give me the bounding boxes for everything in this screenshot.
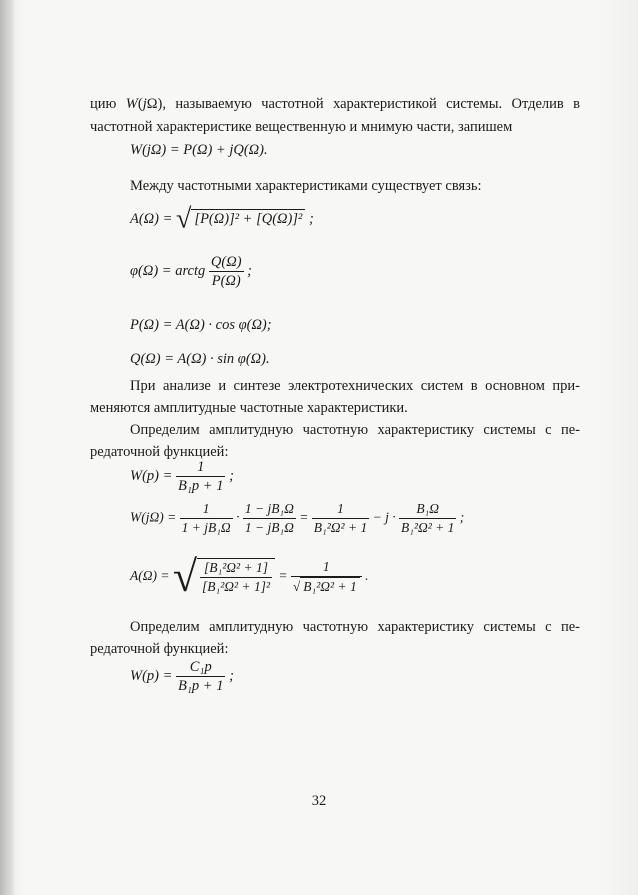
denominator: P(Ω)	[211, 273, 241, 289]
paragraph-1-line-1: цию W(jΩ), называемую частотной характеристикой системы. Отделив в	[90, 96, 580, 112]
numerator: Q(Ω)	[210, 254, 242, 270]
equation-W-jOmega-expanded: W(jΩ) = $\frac{1}{\text{1 + jB₁Ω}}$ · $\frac{\text{1 − jB₁Ω}}{\text{1 − jB₁Ω}}$ = $\frac{1}{\text{B₁²Ω² + 1}}$ − j · $\frac{\text{B₁Ω}}{\text{B₁²Ω² + 1}}$ ;	[130, 501, 465, 535]
page-number: 32	[311, 793, 327, 809]
equation-A-magnitude	[130, 203, 314, 235]
equation-end: ;	[247, 262, 252, 279]
denominator: [B₁²Ω² + 1]²	[202, 579, 270, 594]
fraction-3	[312, 500, 369, 537]
equation-W-p-2	[130, 658, 234, 695]
equation-W-p-1	[130, 458, 234, 495]
numerator: 1 − jB₁Ω	[243, 500, 296, 519]
equation-P: P(Ω) = A(Ω) · cos φ(Ω);	[130, 317, 272, 333]
sqrt-sign: √	[172, 552, 198, 601]
numerator: C₁p	[176, 658, 225, 677]
denominator: B₁p + 1	[178, 478, 224, 494]
numerator: 1	[291, 558, 362, 577]
radicand: B₁²Ω² + 1	[300, 577, 359, 596]
equation-W-jOmega: W(jΩ) = P(Ω) + jQ(Ω).	[130, 142, 268, 158]
equation-end: ;	[229, 667, 234, 684]
operator: − j ·	[372, 509, 396, 525]
equation-lhs: W(p) =	[130, 667, 173, 684]
numerator: [B₁²Ω² + 1]	[200, 559, 272, 578]
paragraph-3-line-2: меняются амплитудные частотные характеристики.	[90, 400, 408, 416]
paragraph-2: Между частотными характеристиками существует связь:	[130, 178, 482, 194]
fraction-result	[291, 558, 362, 596]
equation-Q: Q(Ω) = A(Ω) · sin φ(Ω).	[130, 351, 270, 367]
fraction	[176, 458, 225, 495]
fraction-2	[243, 500, 296, 537]
fraction-under-root	[197, 558, 275, 596]
denominator: 1 − jB₁Ω	[244, 520, 294, 535]
fraction	[176, 658, 225, 695]
equation-end: ;	[229, 467, 234, 484]
equation-A-result: A(Ω) = √ $\frac{\text{[B₁²Ω² + 1]}}{\text{[B₁²Ω² + 1]²}}$ = $\frac{1}{\text{√ B₁²Ω² + 1}}$ .	[130, 552, 369, 601]
equation-end: ;	[459, 509, 465, 525]
denominator: B₁²Ω² + 1	[400, 520, 455, 535]
fraction-1	[180, 500, 233, 537]
inline-formula-W-jOmega: W	[125, 96, 138, 112]
text-fragment: цию	[90, 96, 126, 112]
radicand: [P(Ω)]² + [Q(Ω)]²	[191, 209, 305, 228]
text-fragment: , называемую частотной характеристикой системы. Отделив в	[162, 96, 580, 112]
paragraph-3-line-1: При анализе и синтезе электротехнических систем в основном при-	[130, 378, 580, 394]
equation-lhs: A(Ω) =	[130, 568, 170, 584]
denominator: B₁p + 1	[178, 678, 224, 694]
numerator: 1	[176, 458, 225, 477]
denominator: 1 + jB₁Ω	[181, 520, 231, 535]
paragraph-4-line-2: редаточной функцией:	[90, 444, 229, 460]
equation-end: ;	[308, 211, 314, 227]
equation-phi	[130, 253, 252, 290]
fraction-4	[399, 500, 456, 537]
fraction	[209, 253, 244, 290]
sqrt-sign: √	[176, 203, 192, 235]
paragraph-5-line-1: Определим амплитудную частотную характеристику системы с пе-	[130, 619, 580, 635]
paragraph-1-line-2: частотной характеристике вещественную и мнимую части, запишем	[90, 119, 513, 135]
page-binding-edge	[0, 0, 14, 895]
paragraph-5-line-2: редаточной функцией:	[90, 641, 229, 657]
equation-lhs: W(p) =	[130, 467, 173, 484]
equation-end: .	[365, 568, 369, 584]
paragraph-4-line-1: Определим амплитудную частотную характеристику системы с пе-	[130, 422, 580, 438]
equation-lhs: A(Ω) =	[130, 211, 173, 227]
denominator: B₁²Ω² + 1	[313, 520, 368, 535]
denominator: √ B₁²Ω² + 1	[291, 577, 362, 596]
equation-lhs: φ(Ω) = arctg	[130, 262, 206, 279]
numerator: 1	[180, 500, 233, 519]
numerator: B₁Ω	[399, 500, 456, 519]
numerator: 1	[312, 500, 369, 519]
equation-lhs: W(jΩ) =	[130, 509, 177, 525]
